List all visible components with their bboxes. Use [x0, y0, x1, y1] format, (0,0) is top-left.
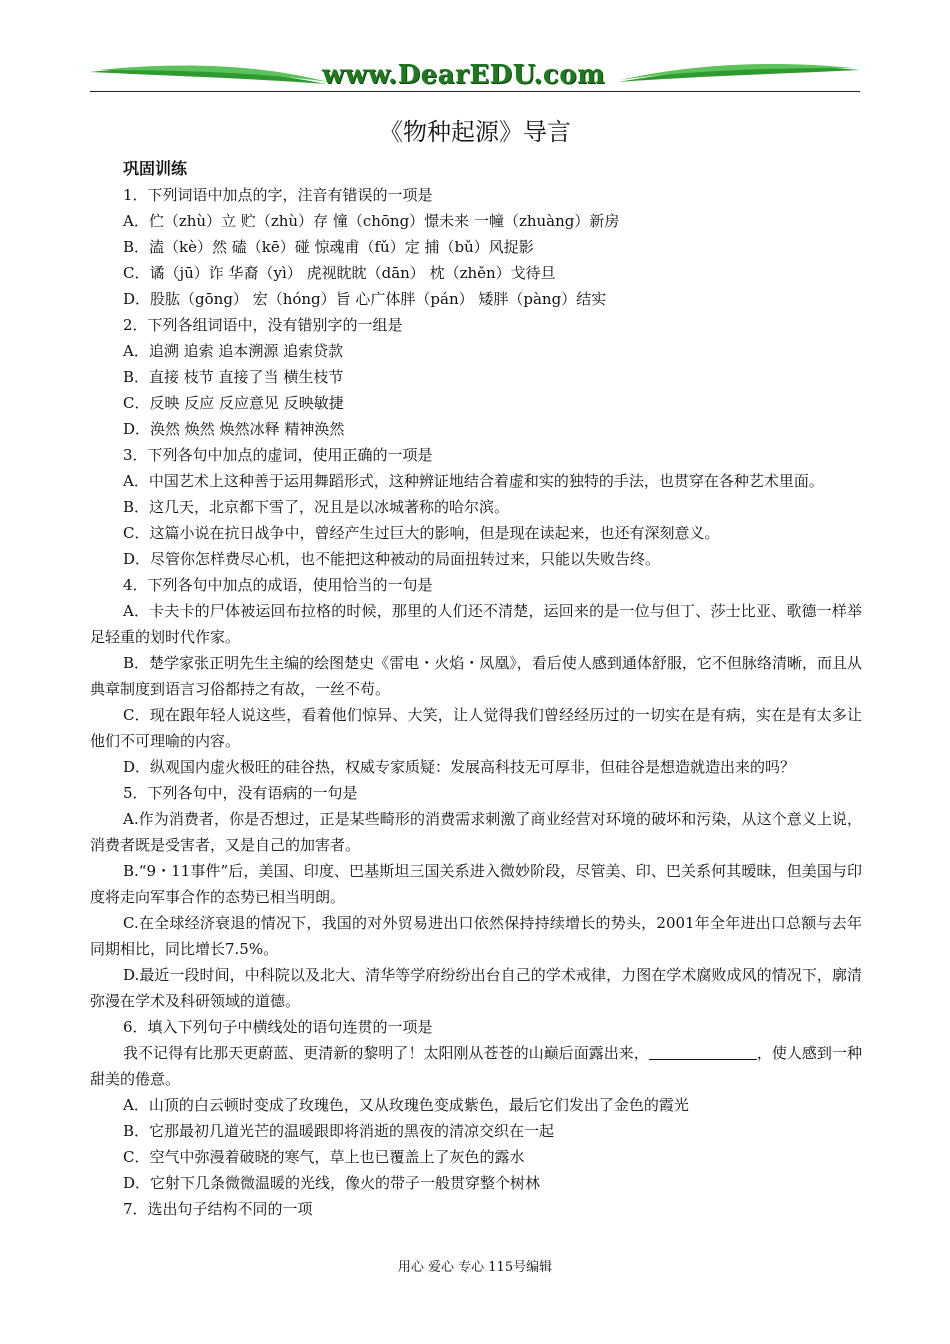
q6-option-d: D．它射下几条微微温暖的光线，像火的带子一般贯穿整个树林	[123, 1174, 541, 1192]
q3-option-b: B．这几天，北京都下雪了，况且是以冰城著称的哈尔滨。	[123, 498, 510, 516]
q2-option-c: C．反映 反应 反应意见 反映敏捷	[123, 394, 344, 412]
q4-option-b: B．楚学家张正明先生主编的绘图楚史《雷电・火焰・凤凰》，看后使人感到通体舒服，它不但脉络清晰，而且从典章制度到语言习俗都持之有故，一丝不苟。	[90, 654, 862, 698]
q6-option-a: A．山顶的白云顿时变成了玫瑰色，又从玫瑰色变成紫色，最后它们发出了金色的霞光	[123, 1096, 689, 1114]
q3-option-d: D．尽管你怎样费尽心机，也不能把这种被动的局面扭转过来，只能以失败告终。	[123, 550, 661, 568]
q5-option-d: D.最近一段时间，中科院以及北大、清华等学府纷纷出台自己的学术戒律，力图在学术腐败成风的情况下，廓清弥漫在学术及科研领域的道德。	[90, 966, 862, 1010]
q5-option-c: C.在全球经济衰退的情况下，我国的对外贸易进出口依然保持持续增长的势头，2001年全年进出口总额与去年同期相比，同比增长7.5%。	[90, 914, 862, 958]
q4-stem: 4．下列各句中加点的成语，使用恰当的一句是	[123, 576, 433, 594]
header-rule	[90, 91, 860, 92]
page-title: 《物种起源》导言	[379, 118, 571, 146]
q6-option-b: B．它那最初几道光芒的温暖跟即将消逝的黑夜的清凉交织在一起	[123, 1122, 555, 1140]
q6-passage	[90, 1040, 862, 1092]
q6-passage-after: ，使人感到一种甜美的倦意。	[90, 1044, 862, 1088]
q3-option-c: C．这篇小说在抗日战争中，曾经产生过巨大的影响，但是现在读起来，也还有深刻意义。	[123, 524, 720, 542]
q2-option-b: B．直接 枝节 直接了当 横生枝节	[123, 368, 344, 386]
q3-stem: 3．下列各句中加点的虚词，使用正确的一项是	[123, 446, 433, 464]
q5-option-b: B.“9・11事件”后，美国、印度、巴基斯坦三国关系进入微妙阶段，尽管美、印、巴关系何其暧昧，但美国与印度将走向军事合作的态势已相当明朗。	[90, 862, 862, 906]
q1-stem: 1．下列词语中加点的字，注音有错误的一项是	[123, 186, 433, 204]
q6-fill-blank	[649, 1043, 757, 1060]
q1-option-a: A．伫（zhù）立 贮（zhù）存 憧（chōng）憬未来 一幢（zhuàng）新房	[123, 212, 620, 230]
q2-option-d: D．涣然 焕然 焕然冰释 精神涣然	[123, 420, 345, 438]
q6-passage-before: 我不记得有比那天更蔚蓝、更清新的黎明了！太阳刚从苍苍的山巅后面露出来，	[123, 1044, 649, 1062]
q1-option-b: B．溘（kè）然 磕（kē）碰 惊魂甫（fǔ）定 捕（bǔ）风捉影	[123, 238, 534, 256]
q4-option-a: A．卡夫卡的尸体被运回布拉格的时候，那里的人们还不清楚，运回来的是一位与但丁、莎士比亚、歌德一样举足轻重的划时代作家。	[90, 602, 862, 646]
q6-option-c: C．空气中弥漫着破晓的寒气，草上也已覆盖上了灰色的露水	[123, 1148, 525, 1166]
page-footer: 用心 爱心 专心 115号编辑	[397, 1260, 553, 1275]
q5-stem: 5．下列各句中，没有语病的一句是	[123, 784, 358, 802]
q4-option-d: D．纵观国内虚火极旺的硅谷热，权威专家质疑：发展高科技无可厚非，但硅谷是想造就造出来的吗？	[123, 758, 796, 776]
q7-stem: 7．选出句子结构不同的一项	[123, 1200, 313, 1218]
q6-stem: 6．填入下列句子中横线处的语句连贯的一项是	[123, 1018, 433, 1036]
q2-option-a: A．追溯 追索 追本溯源 追索贷款	[123, 342, 344, 360]
q2-stem: 2．下列各组词语中，没有错别字的一组是	[123, 316, 403, 334]
q5-option-a: A.作为消费者，你是否想过，正是某些畸形的消费需求刺激了商业经营对环境的破坏和污染，从这个意义上说，消费者既是受害者，又是自己的加害者。	[90, 810, 862, 854]
section-heading: 巩固训练	[123, 159, 188, 178]
site-logo-text: www.DearEDU.com	[322, 60, 606, 90]
q3-option-a: A．中国艺术上这种善于运用舞蹈形式，这种辨证地结合着虚和实的独特的手法，也贯穿在各种艺术里面。	[123, 472, 824, 490]
q1-option-d: D．股肱（gōng） 宏（hóng）旨 心广体胖（pán） 矮胖（pàng）结实	[123, 290, 607, 308]
q1-option-c: C．谲（jū）诈 华裔（yì） 虎视眈眈（dān） 枕（zhěn）戈待旦	[123, 264, 556, 282]
q4-option-c: C．现在跟年轻人说这些，看着他们惊异、大笑，让人觉得我们曾经经历过的一切实在是有病，实在是有太多让他们不可理喻的内容。	[90, 706, 862, 750]
document-body	[90, 156, 862, 1222]
